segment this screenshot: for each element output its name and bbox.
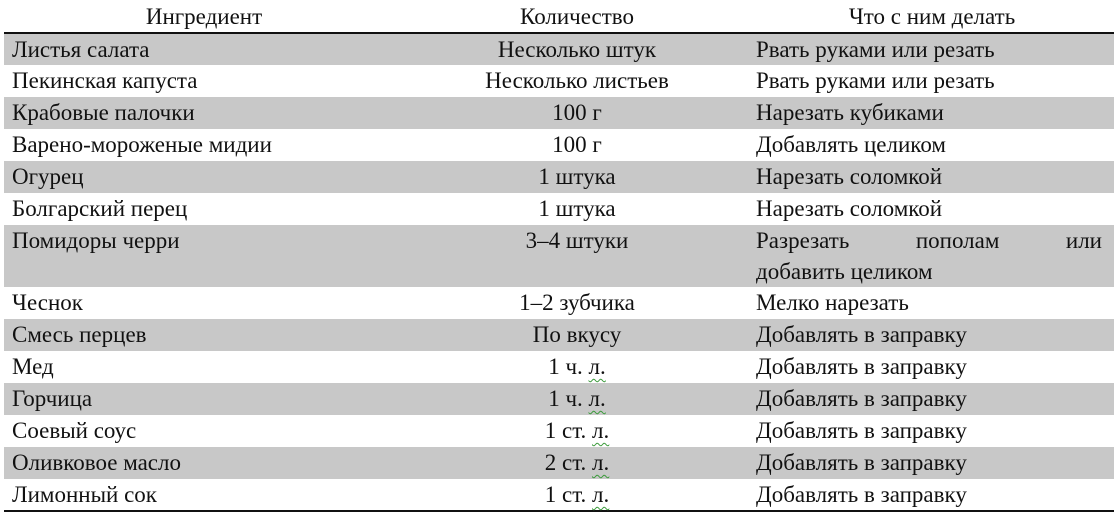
table-row: [4, 351, 1114, 383]
action-cell: Добавлять в заправку: [756, 354, 967, 379]
action-cell: Добавлять в заправку: [750, 479, 1114, 511]
ingredient-cell: Листья салата: [4, 33, 404, 65]
amount-number: 1 ст.: [544, 482, 593, 507]
action-cell: Рвать руками или резать: [750, 33, 1114, 65]
table-row: [4, 161, 1114, 193]
header-amount: Количество: [404, 0, 750, 33]
amount-cell: [404, 351, 750, 383]
action-line: Разрезать пополам или: [756, 228, 1102, 253]
table-row: [4, 287, 1114, 319]
action-cell: Нарезать кубиками: [750, 97, 1114, 129]
spellcheck-underlined-unit: л.: [592, 450, 610, 475]
amount-cell: 3–4 штуки: [404, 225, 750, 287]
header-ingredient: Ингредиент: [4, 0, 404, 33]
amount-cell: 1–2 зубчика: [519, 290, 635, 315]
ingredient-cell: Горчица: [4, 383, 404, 415]
spellcheck-underlined-unit: л.: [588, 354, 606, 379]
ingredient-cell: Огурец: [4, 161, 404, 193]
action-cell: Мелко нарезать: [756, 290, 909, 315]
amount-cell: [404, 447, 750, 479]
amount-cell: Несколько штук: [404, 33, 750, 65]
ingredient-cell: Пекинская капуста: [12, 68, 198, 93]
ingredient-cell: Варено-мороженые мидии: [12, 132, 272, 157]
header-row: [4, 0, 1114, 33]
amount-cell: [404, 383, 750, 415]
ingredient-cell: Оливковое масло: [4, 447, 404, 479]
amount-cell: 100 г: [404, 97, 750, 129]
ingredients-table: [4, 0, 1114, 512]
amount-cell: 1 штука: [538, 196, 616, 221]
table-row: [4, 447, 1114, 479]
table-row: [4, 193, 1114, 225]
action-cell: Нарезать соломкой: [750, 161, 1114, 193]
ingredient-cell: Лимонный сок: [4, 479, 404, 511]
ingredient-cell: Болгарский перец: [12, 196, 188, 221]
action-cell: Добавлять в заправку: [750, 383, 1114, 415]
action-cell: Нарезать соломкой: [756, 196, 943, 221]
table-row: [4, 415, 1114, 447]
table-row: [4, 65, 1114, 97]
table-row: [4, 319, 1114, 351]
spellcheck-underlined-unit: л.: [588, 386, 606, 411]
ingredient-cell: Смесь перцев: [4, 319, 404, 351]
ingredient-cell: Помидоры черри: [4, 225, 404, 287]
amount-cell: [404, 415, 750, 447]
table-row: [4, 225, 1114, 287]
table-row: [4, 97, 1114, 129]
amount-number: 1 ст.: [544, 418, 593, 443]
amount-cell: 100 г: [552, 132, 602, 157]
table-header: [4, 0, 1114, 33]
amount-cell: По вкусу: [404, 319, 750, 351]
amount-cell: 1 штука: [404, 161, 750, 193]
ingredient-cell: Чеснок: [12, 290, 83, 315]
action-cell: Рвать руками или резать: [756, 68, 995, 93]
amount-cell: Несколько листьев: [485, 68, 669, 93]
table-body: [4, 33, 1114, 511]
ingredient-cell: Мед: [12, 354, 54, 379]
header-action: Что с ним делать: [750, 0, 1114, 33]
ingredient-cell: Соевый соус: [12, 418, 137, 443]
table-row: [4, 129, 1114, 161]
spellcheck-underlined-unit: л.: [592, 482, 610, 507]
amount-cell: [404, 479, 750, 511]
amount-number: 1 ч.: [548, 386, 589, 411]
action-cell: Добавлять в заправку: [750, 319, 1114, 351]
amount-number: 2 ст.: [544, 450, 593, 475]
spellcheck-underlined-unit: л.: [592, 418, 610, 443]
ingredient-cell: Крабовые палочки: [4, 97, 404, 129]
action-cell: Добавлять в заправку: [756, 418, 967, 443]
table-row: [4, 479, 1114, 511]
table-row: [4, 383, 1114, 415]
table-row: [4, 33, 1114, 65]
amount-number: 1 ч.: [548, 354, 589, 379]
action-cell: [750, 225, 1114, 287]
action-line: добавить целиком: [756, 259, 933, 284]
action-cell: Добавлять целиком: [756, 132, 946, 157]
action-cell: Добавлять в заправку: [750, 447, 1114, 479]
